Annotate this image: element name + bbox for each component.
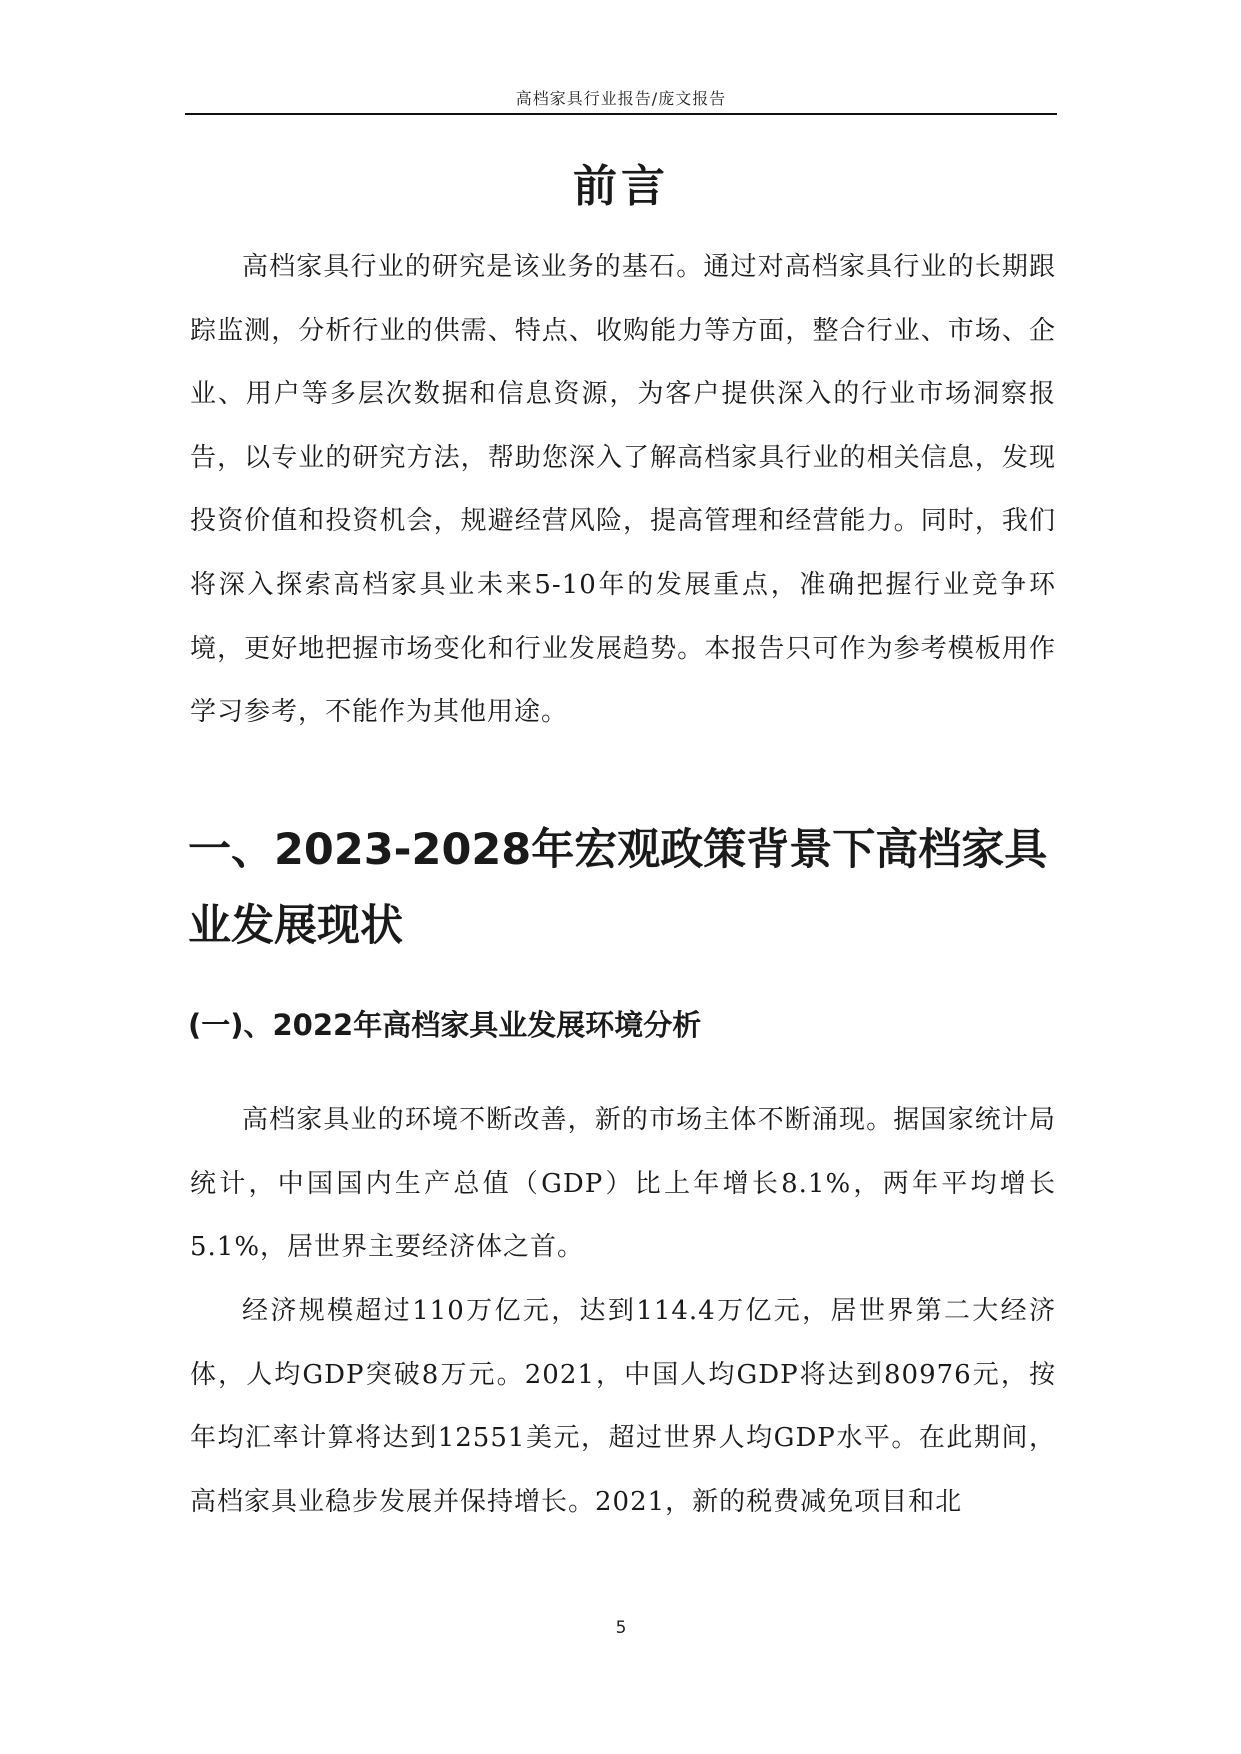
page-number: 5 [615,1618,627,1638]
intro-paragraph: 高档家具行业的研究是该业务的基石。通过对高档家具行业的长期跟踪监测，分析行业的供需、特点、收购能力等方面，整合行业、市场、企业、用户等多层次数据和信息资源，为客户提供深入的行业市场洞察报告，以专业的研究方法，帮助您深入了解高档家具行业的相关信息，发现投资价值和投资机会，规避经营风险，提高管理和经营能力。同时，我们将深入探索高档家具业未来5-10年的发展重点，准确把握行业竞争环境，更好地把握市场变化和行业发展趋势。本报告只可作为参考模板用作学习参考，不能作为其他用途。 [190,252,1056,728]
page-title: 前言 [573,161,669,212]
body-paragraph-2: 经济规模超过110万亿元，达到114.4万亿元，居世界第二大经济体，人均GDP突破8万元。2021，中国人均GDP将达到80976元，按年均汇率计算将达到12551美元，超过世界人均GDP水平。在此期间，高档家具业稳步发展并保持增长。2021，新的税费减免项目和北 [190,1296,1056,1517]
subsection-heading: (一)、2022年高档家具业发展环境分析 [188,1008,702,1042]
section-heading: 一、2023-2028年宏观政策背景下高档家具业发展现状 [188,825,1048,951]
running-header: 高档家具行业报告/庞文报告 [515,89,727,108]
header-divider [185,113,1057,115]
body-paragraph-1: 高档家具业的环境不断改善，新的市场主体不断涌现。据国家统计局统计，中国国内生产总值（GDP）比上年增长8.1%，两年平均增长5.1%，居世界主要经济体之首。 [190,1105,1056,1263]
